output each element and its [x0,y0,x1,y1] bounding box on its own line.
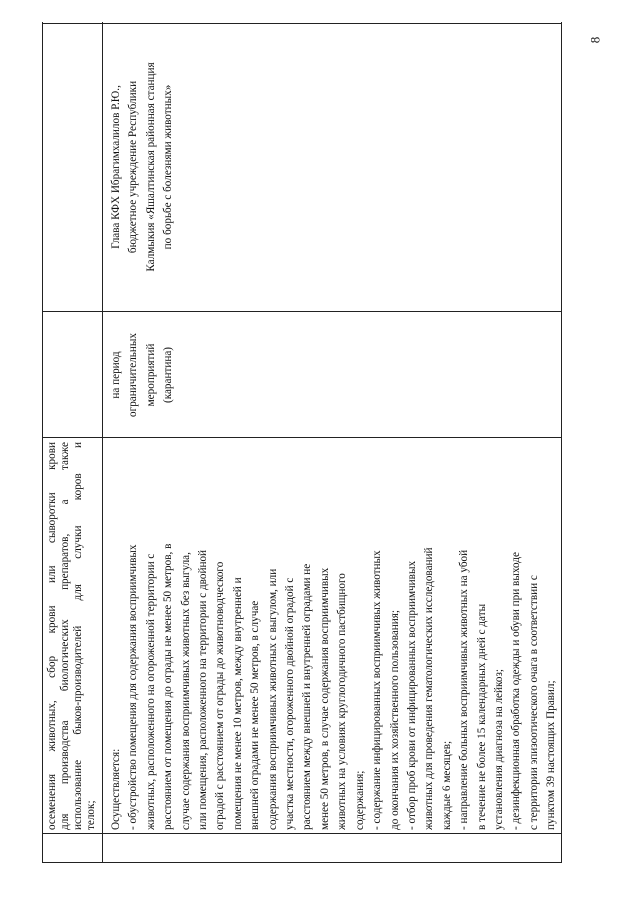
text-line: расстоянием между внешней и внутренней оградами не [301,563,314,830]
text-line: каждые 6 месяцев; [440,740,453,830]
text-line: Глава КФХ Ибрагимхалилов Р.Ю., [110,85,122,249]
text-line: ограничительных [127,333,140,417]
text-line: животных для проведения гематологических исследований [423,547,436,830]
text-line: на период [110,351,122,399]
table-border-top [42,22,43,862]
text-line: использование быков-производителей для случки коров и [72,442,85,830]
text-line: внешней оградами не менее 50 метров, в случае [249,600,262,830]
page-number: 8 [587,36,603,44]
text-line: содержания восприимчивых животных с выгулом, или [266,568,279,830]
text-line: Осуществляется: [110,748,122,830]
measures-table [42,23,562,863]
text-line: с территории эпизоотического очага в соответствии с [527,575,540,830]
text-line: установления диагноза на лейкоз; [492,669,505,830]
text-line: - отбор проб крови от инфицированных восприимчивых [405,560,418,830]
period-text [108,316,178,434]
column-divider-3 [42,311,562,312]
text-line: оградой с расстоянием от ограды до животноводческого [214,561,227,830]
text-line: Калмыкия «Яшалтинская районная станция [144,62,157,272]
text-line: осеменения животных, сбор крови или сыворотки крови [46,442,58,830]
text-line: бюджетное учреждение Республики [127,80,140,254]
rotated-page [42,23,562,863]
responsible-text [108,26,178,308]
text-line: животных, расположенного на огороженной территории с [144,553,157,830]
text-line: животных на условиях круглогодичного пастбищного [336,573,349,830]
text-line: по борьбе с болезнями животных» [162,84,175,250]
table-border-bottom [561,22,562,862]
text-line: для производства биологических препаратов, а также [59,442,72,830]
text-line: - обустройство помещения для содержания восприимчивых [127,544,140,830]
prev-row-text [46,442,98,830]
column-divider-2 [42,437,562,438]
measures-text [108,442,561,830]
text-line: (карантина) [162,346,175,404]
text-line: помещения не менее 10 метров, между внутренней и [231,577,244,830]
text-line: телок; [85,800,98,830]
text-line: в течение не более 15 календарных дней с даты [475,603,488,830]
column-divider-1 [42,833,562,834]
text-line: - дезинфекционная обработка одежды и обуви при выходе [510,552,523,830]
text-line: пунктом 39 настоящих Правил; [545,680,558,830]
text-line: участка местности, огороженного двойной оградой с [284,577,297,830]
text-line: содержания; [353,770,366,830]
text-line: менее 50 метров, в случае содержания восприимчивых [318,567,331,830]
text-line: случае содержания восприимчивых животных без выгула, [179,552,192,830]
text-line: до окончания их хозяйственного пользования; [388,609,401,830]
text-line: расстоянием от помещения до ограды не менее 50 метров, в [162,543,175,830]
text-line: или помещения, расположенного на территории с двойной [197,549,210,830]
text-line: мероприятий [144,343,157,407]
text-line: - направление больных восприимчивых животных на убой [458,549,471,830]
row-divider [102,22,103,862]
text-line: - содержание инфицированных восприимчивых животных [371,550,384,830]
